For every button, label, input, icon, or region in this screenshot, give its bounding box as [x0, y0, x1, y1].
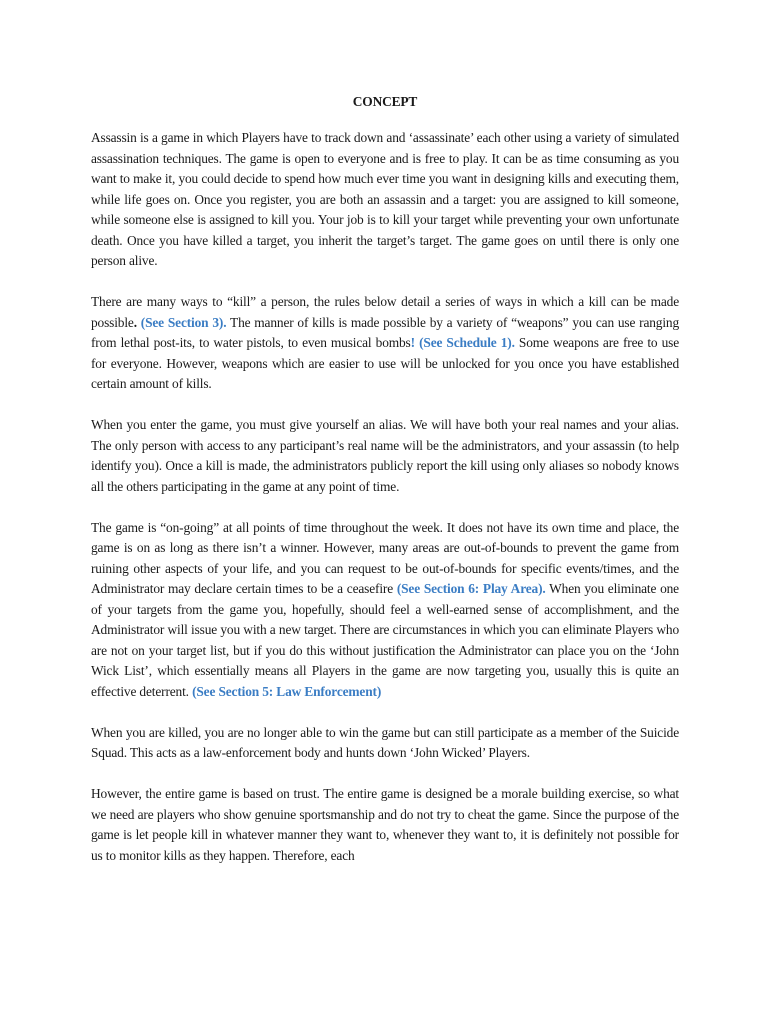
- paragraph-text: .: [133, 314, 137, 330]
- paragraph-killed: When you are killed, you are no longer able to win the game but can still participate as a member of the Suicide Squad. This acts as a law-enforcement body and hunts down ‘John Wicked’ Players.: [91, 724, 679, 760]
- paragraph-text: When you eliminate one of your targets from the game you, hopefully, should feel a well-earned sense of accomplishment, and the Administrator will issue you with a new target. There are circumstances in which you can eliminate Players who are not on your target list, but if you do this without justification the Administrator can place you on the ‘John Wick List’, which essentially means all Players in the game are now targeting you, usually this is quite an effective deterrent.: [91, 581, 679, 699]
- paragraph-ways-to-kill: [91, 292, 679, 395]
- paragraph-alias: When you enter the game, you must give yourself an alias. We will have both your real names and your alias. The only person with access to any participant’s real name will be the administrators, and your assassin (to help identify you). Once a kill is made, the administrators publicly report the kill using only aliases so nobody knows all the others participating in the game at any point of time.: [91, 417, 679, 494]
- paragraph-text: Some weapons are free to use for everyone. However, weapons which are easier to use will be unlocked for you once you have established certain amount of kills.: [91, 335, 679, 391]
- section-3-reference-link[interactable]: (See Section 3).: [136, 314, 227, 330]
- page-title: CONCEPT: [352, 94, 418, 109]
- paragraph-text: There are many ways to “kill” a person, the rules below detail a series of ways in which a kill can be made possible: [91, 294, 679, 330]
- paragraph-text: !: [410, 335, 415, 350]
- schedule-1-reference-link[interactable]: (See Schedule 1: [414, 335, 508, 350]
- paragraph-text: The manner of kills is made possible by a variety of “weapons” you can use ranging from lethal post-its, to water pistols, to even musical bombs: [91, 314, 680, 350]
- schedule-1-reference-link-end[interactable]: ).: [507, 335, 515, 350]
- paragraph-text: The game is “on-going” at all points of time throughout the week. It does not have its own time and place, the game is on as long as there isn’t a winner. However, many areas are out-of-bounds to prevent the game from ruining other aspects of your life, and you can request to be out-of-bounds for specific events/times, and the Administrator may declare certain times to be a ceasefire: [91, 519, 679, 596]
- paragraph-ongoing: [91, 518, 679, 703]
- paragraph-intro: Assassin is a game in which Players have to track down and ‘assassinate’ each other using a variety of simulated assassination techniques. The game is open to everyone and is free to play. It can be as time consuming as you want to make it, you could decide to spend how much ever time you want in designing kills and executing them, while life goes on. Once you register, you are both an assassin and a target: you are assigned to kill someone, while someone else is assigned to kill you. Your job is to kill your target while preventing your own unfortunate death. Once you have killed a target, you inherit the target’s target. The game goes on until there is only one person alive.: [91, 130, 679, 268]
- section-5-reference-link[interactable]: (See Section 5: Law Enforcement): [192, 683, 382, 699]
- paragraph-trust: However, the entire game is based on trust. The entire game is designed be a morale building exercise, so what we need are players who show genuine sportsmanship and do not try to cheat the game. Since the purpose of the game is let people kill in whatever manner they want to, whenever they want to, it is definitely not possible for us to monitor kills as they happen. Therefore, each: [91, 786, 679, 863]
- section-6-reference-link[interactable]: (See Section 6: Play Area).: [396, 581, 546, 596]
- document-page: [91, 92, 679, 887]
